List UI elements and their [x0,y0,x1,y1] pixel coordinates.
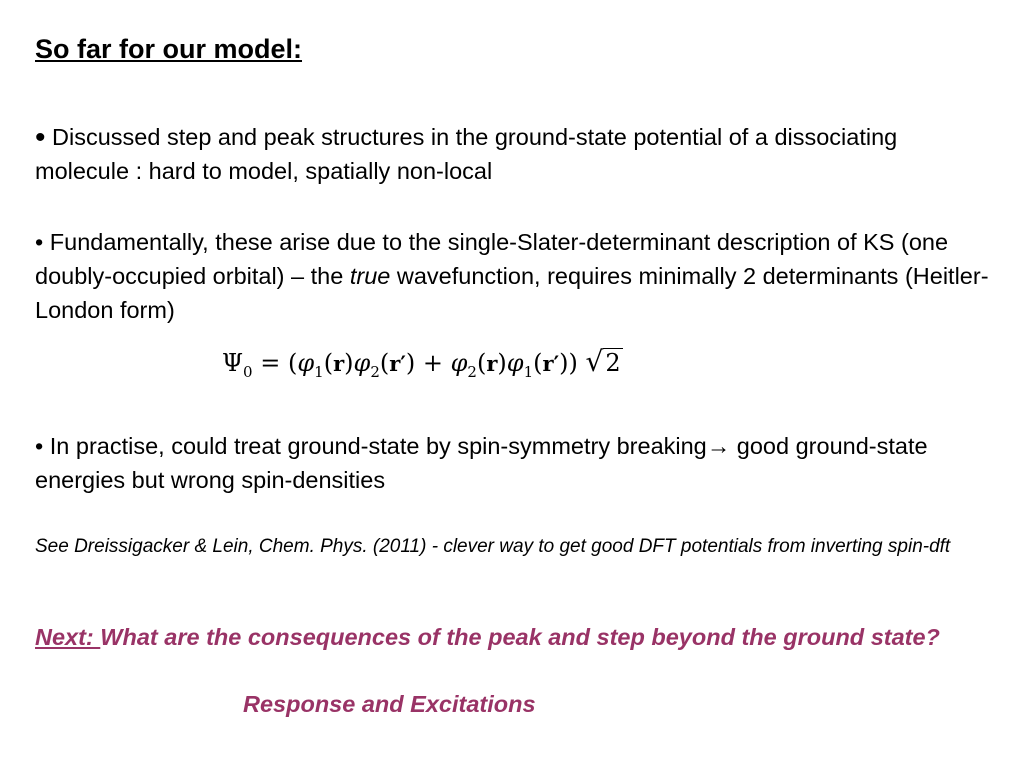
eq-r: r [333,351,345,376]
bullet-text-after: good ground-state energies but wrong spin-densities [35,433,928,493]
eq-sub: 1 [523,362,534,381]
bullet-text-after: wavefunction, requires minimally 2 determinants (Heitler-London form) [35,263,989,323]
eq-equals: = ( [252,349,298,377]
eq-phi: φ [353,349,371,377]
eq-sub: 2 [467,362,477,381]
eq-plus: + [415,349,451,377]
bullet-text-before: Fundamentally, these arise due to the single-Slater-determinant description of KS (one doubly-occupied orbital) – the [35,229,949,289]
eq-close: )) [559,349,578,377]
eq-sqrt: √2 [585,345,621,378]
eq-phi: φ [506,349,524,377]
eq-psi: Ψ [222,349,244,377]
bullet-step-peak [35,120,995,188]
eq-phi: φ [297,349,315,377]
eq-sub: 2 [370,362,380,381]
arrow-right-icon: → [706,433,731,459]
bullet-spin-symmetry [35,429,995,497]
bullet-single-slater [35,225,1020,327]
eq-r: r [486,351,498,376]
next-label: Next: [35,624,101,650]
next-topic [35,620,995,654]
slide-title: So far for our model: [35,34,303,64]
reference-note: See Dreissigacker & Lein, Chem. Phys. (2011) - clever way to get good DFT potentials from inverting spin-dft [35,536,951,557]
bullet-marker: • [35,121,46,154]
next-text: What are the consequences of the peak and step beyond the ground state? [100,624,940,650]
eq-sub: 1 [314,362,324,381]
heitler-london-equation: $\Psi_0 = (\varphi_1(r)\varphi_2(r') + \varphi_2(r)\varphi_1(r'))$ √2 [222,345,621,381]
eq-sqrt-arg: 2 [605,349,621,377]
bullet-emphasis-true: true [349,263,391,289]
response-excitations: Response and Excitations [243,691,536,717]
eq-r-prime: r′ [389,351,406,376]
eq-phi: φ [450,349,468,377]
bullet-text-before: In practise, could treat ground-state by spin-symmetry breaking [43,433,707,459]
bullet-marker: • [35,229,44,255]
bullet-text: Discussed step and peak structures in the ground-state potential of a dissociating molecule : hard to model, spatially non-local [35,124,898,184]
bullet-marker: • [35,433,44,459]
eq-psi-sub: 0 [243,362,253,381]
eq-r-prime: r′ [542,351,560,376]
